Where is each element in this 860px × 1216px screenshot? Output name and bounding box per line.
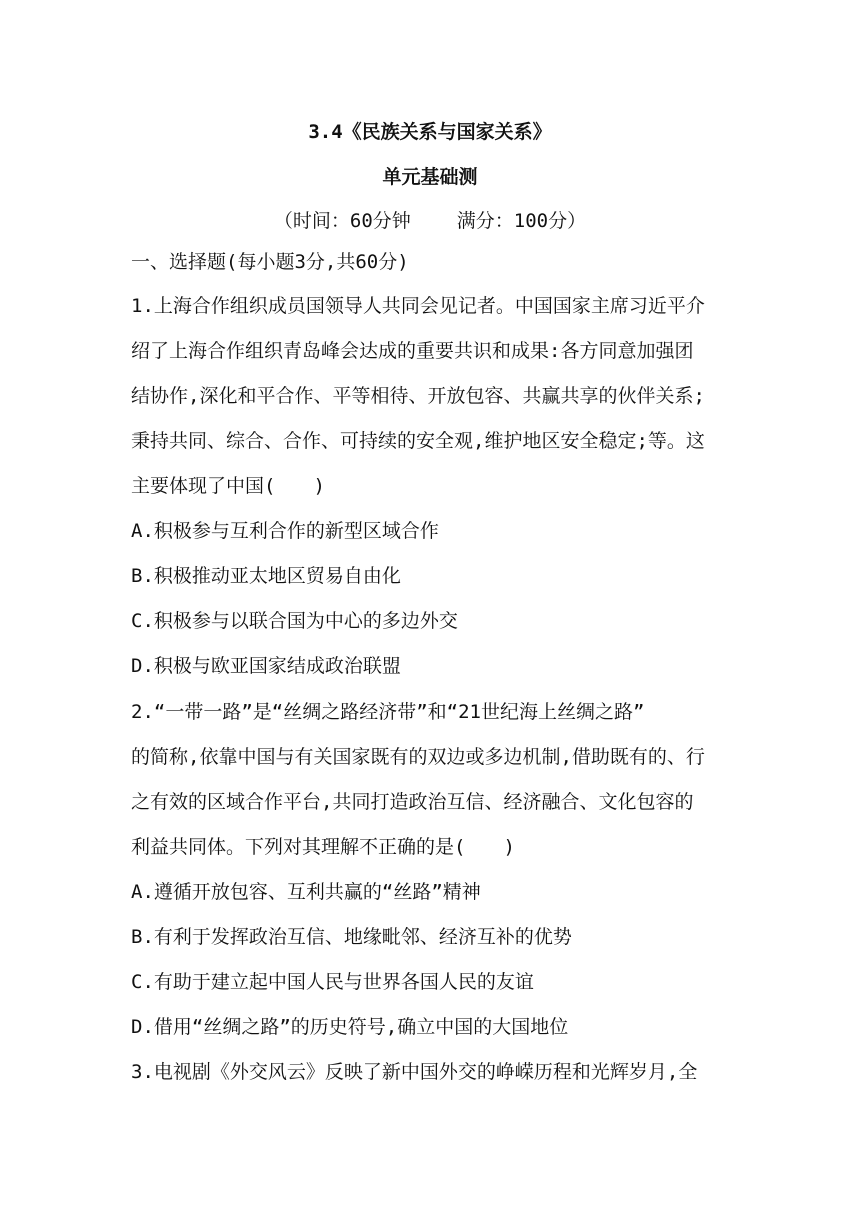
question-2-option-b: B.有利于发挥政治互信、地缘毗邻、经济互补的优势 — [131, 926, 572, 948]
document-subtitle: 单元基础测 — [382, 166, 478, 188]
question-2-option-a: A.遵循开放包容、互利共赢的“丝路”精神 — [131, 881, 481, 903]
question-1-option-b: B.积极推动亚太地区贸易自由化 — [131, 565, 401, 587]
question-2-option-d: D.借用“丝绸之路”的历史符号,确立中国的大国地位 — [131, 1016, 569, 1038]
question-1-option-c: C.积极参与以联合国为中心的多边外交 — [131, 610, 458, 632]
question-3-stem-line-1: 3.电视剧《外交风云》反映了新中国外交的峥嵘历程和光辉岁月,全 — [131, 1061, 698, 1083]
full-score: 满分：100分） — [456, 210, 587, 232]
question-1-stem-line-5: 主要体现了中国( ) — [131, 475, 325, 497]
time-limit: （时间：60分钟 — [273, 210, 411, 232]
section-heading: 一、选择题(每小题3分,共60分) — [131, 251, 409, 273]
question-2-stem-line-4: 利益共同体。下列对其理解不正确的是( ) — [131, 836, 515, 858]
question-2-option-c: C.有助于建立起中国人民与世界各国人民的友谊 — [131, 971, 534, 993]
question-1-stem-line-4: 秉持共同、综合、合作、可持续的安全观,维护地区安全稳定;等。这 — [131, 430, 705, 452]
question-1-stem-line-3: 结协作,深化和平合作、平等相待、开放包容、共赢共享的伙伴关系; — [131, 385, 705, 407]
question-2-stem-line-2: 的简称,依靠中国与有关国家既有的双边或多边机制,借助既有的、行 — [131, 746, 705, 768]
question-1-option-d: D.积极与欧亚国家结成政治联盟 — [131, 655, 401, 677]
question-1-stem-line-1: 1.上海合作组织成员国领导人共同会见记者。中国国家主席习近平介 — [131, 295, 705, 317]
time-info — [0, 206, 860, 233]
question-1-stem-line-2: 绍了上海合作组织青岛峰会达成的重要共识和成果:各方同意加强团 — [131, 340, 694, 362]
question-1-option-a: A.积极参与互利合作的新型区域合作 — [131, 520, 439, 542]
question-2-stem-line-1: 2.“一带一路”是“丝绸之路经济带”和“21世纪海上丝绸之路” — [131, 701, 645, 723]
question-2-stem-line-3: 之有效的区域合作平台,共同打造政治互信、经济融合、文化包容的 — [131, 791, 694, 813]
document-title: 3.4《民族关系与国家关系》 — [308, 121, 552, 143]
